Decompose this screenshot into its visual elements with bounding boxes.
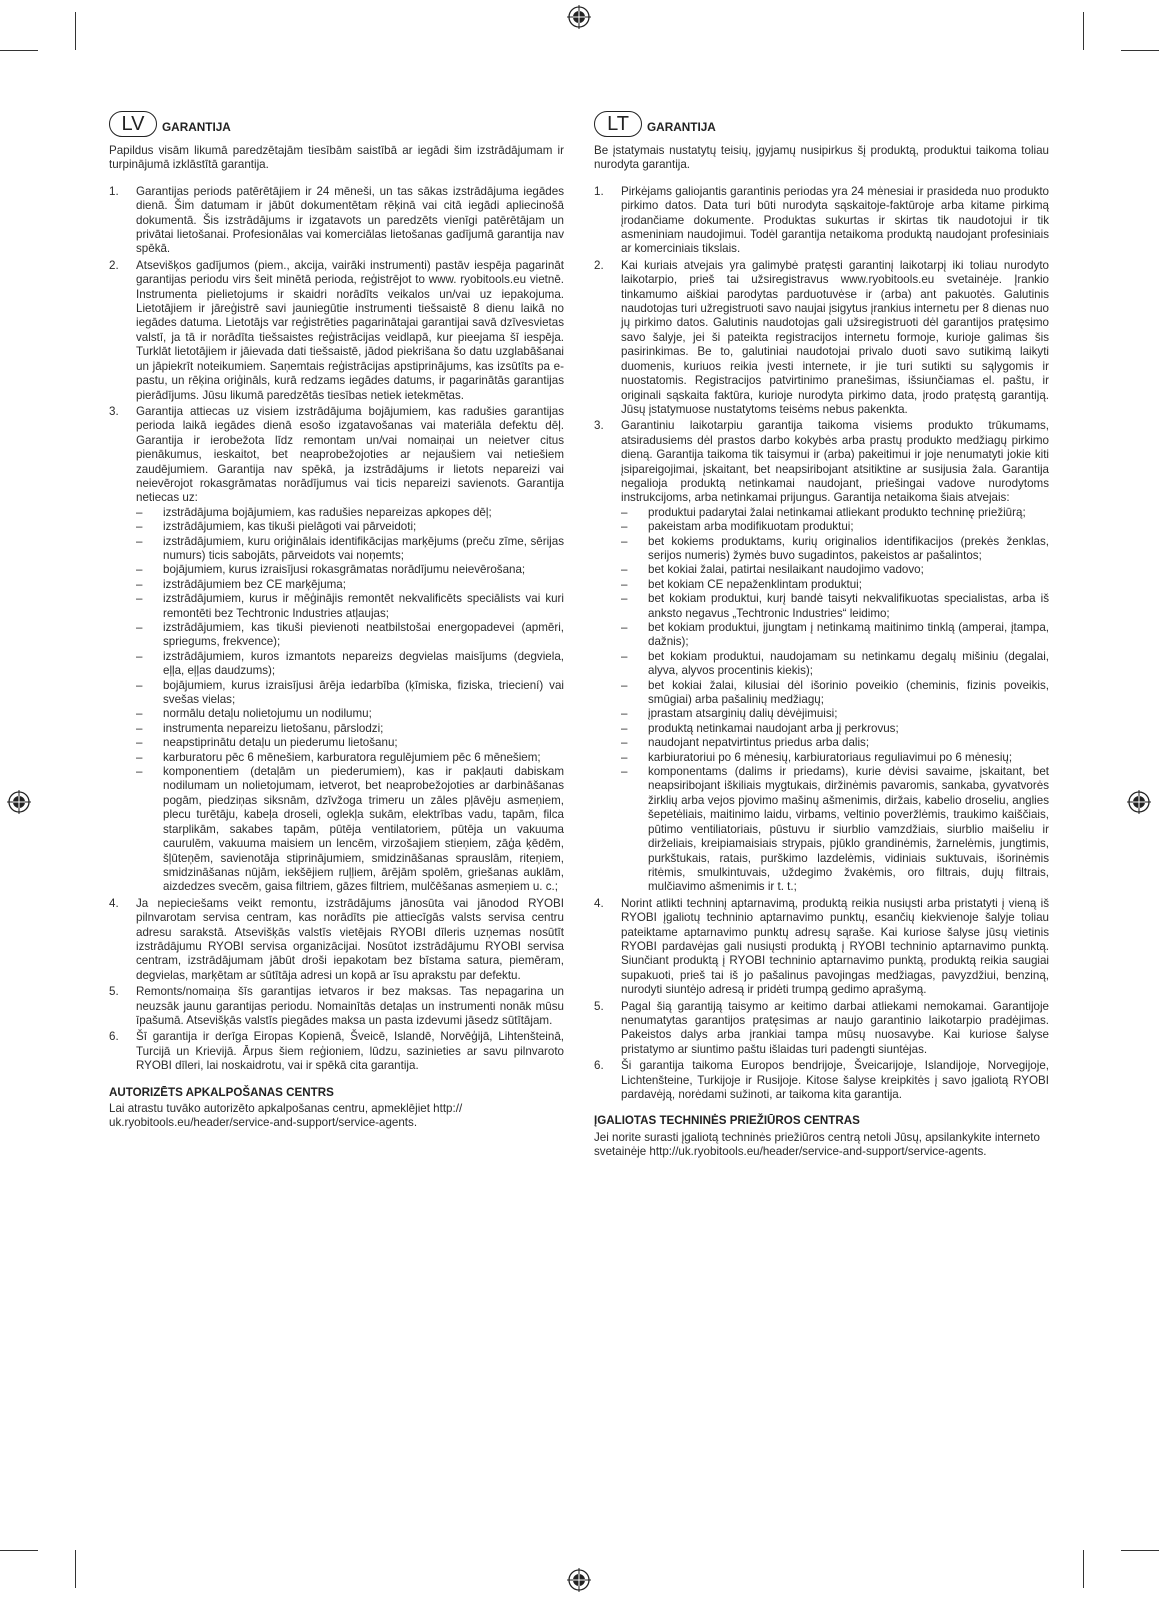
lt-item-6 — [594, 1059, 1049, 1102]
lv-column — [109, 110, 564, 1131]
exclusion-item: – produktą netinkamai naudojant arba jį perkrovus; — [621, 722, 1049, 736]
exclusion-item: – bet kokiam CE nepaženklintam produktui; — [621, 578, 1049, 592]
item-text: Kai kuriais atvejais yra galimybė pratęsti garantinį laikotarpį iki toliau nurodyto laikotarpio, prieš tai užsiregistravus www.ryobitools.eu svetainėje. Įrankio tinkamumo aiškiai parodytas parduotuvėse ir (arba) ant pakuotės. Galutinis naudotojas turi užregistruoti savo naujai įsigytus įrankius internetu per 8 dienas nuo jų pirkimo datos. Galutinis naudotojas gali užsiregistruoti dėl garantijos pratęsimo savo šalyje, jei ši pateikta registracijos internetu formoje, kurioje galimas šis pasirinkimas. Be to, galutiniai naudotojai privalo duoti savo sutikimą laikyti duomenis, kuriuos reikia įvesti internete, ir jie turi sutikti su sąlygomis ir nuostatomis. Registracijos patvirtinimo pranešimas, išsiunčiamas el. paštu, ir originali sąskaita faktūra, kurioje nurodyta pirkimo data, įrodo pratęstą garantiją. Jūsų įstatymuose nustatytoms teisėms nebus pakenkta. — [621, 258, 1049, 416]
crop-mark-icon — [1083, 1550, 1084, 1588]
lt-header — [594, 110, 1049, 138]
lv-item-6 — [109, 1030, 564, 1073]
lt-intro: Be įstatymais nustatytų teisių, įgyjamų nusipirkus šį produktą, produktui taikoma toliau nurodyta garantija. — [594, 144, 1049, 172]
crop-mark-icon — [75, 12, 76, 50]
lt-item-2 — [594, 259, 1049, 417]
exclusion-item: – normālu detaļu nolietojumu un nodilumu; — [136, 707, 564, 721]
exclusion-item: – bet kokiai žalai, patirtai nesilaikant naudojimo vadovo; — [621, 563, 1049, 577]
lv-item-2 — [109, 259, 564, 403]
exclusion-item: – izstrādājumiem bez CE marķējuma; — [136, 578, 564, 592]
lv-item-1 — [109, 185, 564, 257]
exclusion-item: – bet kokiam produktui, naudojamam su netinkamu degalų mišiniu (degalai, alyva, alyvos procentinis kiekis); — [621, 650, 1049, 679]
exclusion-item: – bojājumiem, kurus izraisījusi rokasgrāmatas norādījumu neievērošana; — [136, 563, 564, 577]
exclusion-item: – įprastam atsarginių dalių dėvėjimuisi; — [621, 707, 1049, 721]
exclusion-item: – izstrādājumiem, kas tikuši pievienoti neatbilstošai energopadevei (apmēri, spriegums, frekvence); — [136, 621, 564, 650]
exclusion-item: – bet kokiai žalai, kilusiai dėl išorinio poveikio (cheminis, fizinis poveikis, smūgiai) arba pašalinių medžiagų; — [621, 679, 1049, 708]
item-text: Šī garantija ir derīga Eiropas Kopienā, Šveicē, Islandē, Norvēģijā, Lihtenšteinā, Turcijā un Krievijā. Ārpus šiem reģioniem, lūdzu, sazinieties ar savu pilnvaroto RYOBI dīleri, lai noskaidrotu, vai ir spēkā cita garantija. — [136, 1030, 564, 1073]
exclusion-item: – bojājumiem, kurus izraisījusi ārēja iedarbība (ķīmiska, fiziska, trieciení) vai svešas vielas; — [136, 679, 564, 708]
lv-header — [109, 110, 564, 138]
registration-target-icon — [567, 1568, 591, 1592]
item-text: Pagal šią garantiją taisymo ar keitimo darbai atliekami nemokamai. Garantijoje nenumatytas garantijos pratęsimas ar naujo garantinio laikotarpio pradėjimas. Pakeistos dalys arba įrankiai tampa mūsų nuosavybe. Kai kuriose šalyse pristatymo ar siuntimo paštu išlaidas turi padengti siuntėjas. — [621, 999, 1049, 1056]
item-text: Remonts/nomaiņa šīs garantijas ietvaros ir bez maksas. Tas nepagarina un neuzsāk jaunu garantijas periodu. Nomainītās detaļas un instrumenti nonāk mūsu īpašumā. Atsevišķās valstīs piegādes maksa un pasta izdevumi jāsedz sūtītājam. — [136, 985, 564, 1027]
exclusion-item: – instrumenta nepareizu lietošanu, pārslodzi; — [136, 722, 564, 736]
crop-mark-icon — [1121, 50, 1159, 51]
lv-item-5 — [109, 985, 564, 1028]
exclusion-item: – karbiuratoriui po 6 mėnesių, karbiuratoriaus reguliavimui po 6 mėnesių; — [621, 751, 1049, 765]
lv-service-text: Lai atrastu tuvāko autorizēto apkalpošanas centru, apmeklējiet http:// uk.ryobitools.eu/header/service-and-support/service-agents. — [109, 1102, 463, 1130]
lv-title: GARANTIJA — [162, 119, 231, 134]
item-number: 2. — [109, 258, 119, 272]
lt-language-badge: LT — [594, 111, 642, 137]
item-number: 3. — [594, 419, 604, 433]
lv-exclusion-list — [136, 506, 564, 895]
exclusion-item: – bet kokiems produktams, kurių originalios identifikacijos (prekės ženklas, serijos numeris) žymės buvo sugadintos, pakeistos ar pašalintos; — [621, 535, 1049, 564]
lt-exclusion-list — [621, 506, 1049, 895]
exclusion-item: – izstrādājumiem, kurus ir mēģinājis remontēt nekvalificēts speciālists vai kuri remontēti bez Techtronic Industries atļaujas; — [136, 592, 564, 621]
crop-mark-icon — [1121, 1550, 1159, 1551]
exclusion-item: – bet kokiam produktui, įjungtam į netinkamą maitinimo tinklą (amperai, įtampa, dažnis); — [621, 621, 1049, 650]
lt-item-5 — [594, 1000, 1049, 1058]
exclusion-item: – produktui padarytai žalai netinkamai atliekant produkto techninę priežiūrą; — [621, 506, 1049, 520]
crop-mark-icon — [1083, 12, 1084, 50]
exclusion-item: – izstrādājumiem, kuros izmantots nepareizs degvielas maisījums (degviela, eļļa, eļļas daudzums); — [136, 650, 564, 679]
lv-item-3 — [109, 405, 564, 895]
registration-target-icon — [567, 5, 591, 29]
item-text: Pirkėjams galiojantis garantinis periodas yra 24 mėnesiai ir prasideda nuo produkto pirkimo datos. Data turi būti nurodyta sąskaitoje-faktūroje arba kitame pirkimą įrodančiame dokumente. Produktas sukurtas ir skirtas tik naudotojui ir tik asmeniniam naudojimui. Todėl garantija netaikoma produktą naudojant profesiniais ar komerciniais tikslais. — [621, 184, 1049, 256]
item-text: Garantijas periods patērētājiem ir 24 mēneši, un tas sākas izstrādājuma iegādes dienā. Šim datumam ir jābūt dokumentētam rēķinā vai citā iegādi apliecinošā dokumentā. Šis izstrādājums ir izgatavots un paredzēts vienīgi patērētājam un privātai lietošanai. Profesionālas vai komerciālas lietošanas gadījumā garantija nav spēkā. — [136, 184, 564, 256]
exclusion-item: – komponentams (dalims ir priedams), kurie dėvisi savaime, įskaitant, bet neapsiribojant iškiliais mygtukais, diržinėmis pavaromis, sankaba, gyvatvorės žirklių arba vejos pjovimo mašinų ašmenimis, diržais, kabelio droseliu, anglies šepetėliais, maitinimo laidu, virbams, veltinio poveržlėmis, traukimo kaiščiais, pūtimo ventiliatoriais, pūstuvu ir siurblio vamzdžiais, siurblio maišeliu ir dirželiais, kreipiamaisiais strypais, pjūklo grandinėmis, žarnelėmis, jungtimis, purkštukais, ratais, purškimo lazdelėmis, vidiniais suktuvais, išorinėmis ritėmis, smulkintuvais, uždegimo žvakėmis, oro filtrais, dujų filtrais, mulčiavimo ašmenimis ir t. t.; — [621, 765, 1049, 895]
item-text: Garantija attiecas uz visiem izstrādājuma bojājumiem, kas radušies garantijas perioda laikā iegādes dienā esošo izgatavošanas vai materiāla defektu dēļ. Garantija ir ierobežota līdz remontam un/vai nomaiņai un neietver citus pienākumus, ieskaitot, bet neaprobežojoties ar nejaušiem vai netiešiem zaudējumiem. Garantija nav spēkā, ja izstrādājums ir lietots nepareizi vai neievērojot rokasgrāmatas norādījumus vai ticis nepareizi savienots. Garantija netiecas uz: — [136, 404, 564, 505]
item-number: 5. — [594, 999, 604, 1013]
exclusion-item: – karburatoru pēc 6 mēnešiem, karburatora regulējumiem pēc 6 mēnešiem; — [136, 751, 564, 765]
crop-mark-icon — [0, 1550, 38, 1551]
item-text: Ši garantija taikoma Europos bendrijoje, Šveicarijoje, Islandijoje, Norvegijoje, Lichtenšteine, Turkijoje ir Rusijoje. Kitose šalyse kreipkitės į savo įgaliotą RYOBI pardavėją, norėdami sužinoti, ar taikoma kita garantija. — [621, 1059, 1049, 1101]
item-number: 4. — [109, 896, 119, 910]
item-text: Garantiniu laikotarpiu garantija taikoma visiems produkto trūkumams, atsiradusiems dėl prastos darbo kokybės arba prastų produkto medžiagų pirkimo dieną. Garantija taikoma tik taisymui ir (arba) pakeitimui ir joje nenumatyti jokie kiti įsipareigojimai, įskaitant, bet neapsiribojant atsitiktine ar susijusia žala. Garantija negalioja produktą netinkamai naudojant, priešingai vadove nurodytoms instrukcijoms, arba netinkamai prijungus. Garantija netaikoma šiais atvejais: — [621, 419, 1049, 505]
lt-item-3 — [594, 419, 1049, 894]
lv-intro: Papildus visām likumā paredzētajām tiesībām saistībā ar iegādi šim izstrādājumam ir turpinājumā izklāstītā garantija. — [109, 144, 564, 172]
item-text: Norint atlikti techninį aptarnavimą, produktą reikia nusiųsti arba pristatyti į vieną iš RYOBI įgaliotų techninio aptarnavimo punktų, esančių kiekvienoje šalyje toliau pateiktame aptarnavimo punktų adresų sąraše. Kai kuriose šalyse jūsų vietinis RYOBI pardavėjas gali nusiųsti produktą į RYOBI techninio aptarnavimo punktą. Siunčiant produktą į RYOBI techninio aptarnavimo punktą, produktą reikia saugiai supakuoti, prieš tai iš jo pašalinus pavojingas medžiagas, pavyzdžiui, benziną, nurodyti siuntėjo adresą ir pridėti trumpą gedimo aprašymą. — [621, 896, 1049, 997]
item-text: Ja nepieciešams veikt remontu, izstrādājums jānosūta vai jānodod RYOBI pilnvarotam servisa centram, kas norādīts pie attiecīgās valsts servisa centru adresu sarakstā. Atsevišķās valstīs vietējais RYOBI dīleris uzņemas nosūtīt izstrādājumu RYOBI servisa organizācijai. Nosūtot izstrādājumu RYOBI servisa centram, izstrādājumam jābūt droši iepakotam bez bīstama satura, piemēram, degvielas, marķētam ar sūtītāja adresi un kopā ar īsu aprakstu par defektu. — [136, 896, 564, 982]
registration-target-icon — [1127, 790, 1151, 814]
exclusion-item: – neapstiprinātu detaļu un piederumu lietošanu; — [136, 736, 564, 750]
item-number: 4. — [594, 896, 604, 910]
lt-list — [594, 185, 1049, 1103]
lt-item-1 — [594, 185, 1049, 257]
lv-service-title: AUTORIZĒTS APKALPOŠANAS CENTRS — [109, 1085, 334, 1099]
registration-target-icon — [7, 790, 31, 814]
item-number: 2. — [594, 258, 604, 272]
lt-column — [594, 110, 1049, 1160]
lv-language-badge: LV — [109, 111, 157, 137]
exclusion-item: – izstrādājumiem, kuru oriģinālais identifikācijas marķējums (preču zīme, sērijas numurs) ticis sabojāts, pārveidots vai noņemts; — [136, 535, 564, 564]
item-number: 3. — [109, 404, 119, 418]
item-number: 6. — [109, 1030, 119, 1044]
exclusion-item: – komponentiem (detaļām un piederumiem), kas ir pakļauti dabiskam nodilumam un nolietojumam, ietverot, bet neaprobežojoties ar darbināšanas pogām, piedziņas siksnām, dzīvžoga trimeru un zāles pļāvēju asmeņiem, plecu turētāju, kabeļa droseli, oglekļa sukām, elektrības vadu, tapām, filca starplikām, sakabes tapām, pūtēja ventilatoriem, pūtēja un vakuuma caurulēm, vakuuma maisiem un lencēm, virzošajiem stieņiem, zāģa ķēdēm, šļūteņēm, savienotāja stiprinājumiem, smidzināšanas sprauslām, riteņiem, smidzināšanas nūjām, iekšējiem ruļļiem, ārējām spolēm, griešanas auklām, aizdedzes svecēm, gaisa filtriem, gāzes filtriem, mulčēšanas asmeņiem u. c.; — [136, 765, 564, 895]
lt-service-text: Jei norite surasti įgaliotą techninės priežiūros centrą netoli Jūsų, apsilankykite interneto svetainėje http://uk.ryobitools.eu/header/service-and-support/service-agents. — [594, 1130, 1040, 1159]
lv-item-4 — [109, 897, 564, 983]
item-text: Atsevišķos gadījumos (piem., akcija, vairāki instrumenti) pastāv iespēja pagarināt garantijas periodu virs šeit minētā perioda, reģistrējot to www. ryobitools.eu vietnē. Instrumenta pielietojums ir skaidri norādīts veikalos un/vai uz iepakojuma. Lietotājiem ir jāreģistrē savi jauniegūtie instrumenti tiešsaistē 8 dienu laikā no iegādes datuma. Lietotājs var reģistrēties pagarinātajai garantijai savā dzīvesvietas valstī, ja tā ir norādīta tiešsaistes reģistrācijas veidlapā, kur pieejama šī iespēja. Turklāt lietotājiem ir jāievada dati tiešsaistē, jādod piekrišana šo datu uzglabāšanai un jāpiekrīt noteikumiem. Saņemtais reģistrācijas apstiprinājums, kas izsūtīts pa e-pastu, un rēķina oriģināls, kurā redzams iegādes datums, ir pagarinātās garantijas pierādījums. Jūsu likumā paredzētās tiesības netiek ietekmētas. — [136, 258, 564, 402]
lt-item-4 — [594, 897, 1049, 998]
item-number: 6. — [594, 1059, 604, 1073]
item-number: 1. — [594, 184, 604, 198]
item-number: 1. — [109, 184, 119, 198]
crop-mark-icon — [75, 1550, 76, 1588]
crop-mark-icon — [0, 50, 38, 51]
exclusion-item: – izstrādājuma bojājumiem, kas radušies nepareizas apkopes dēļ; — [136, 506, 564, 520]
lt-service-title: ĮGALIOTAS TECHNINĖS PRIEŽIŪROS CENTRAS — [594, 1114, 860, 1128]
exclusion-item: – pakeistam arba modifikuotam produktui; — [621, 520, 1049, 534]
exclusion-item: – bet kokiam produktui, kurį bandė taisyti nekvalifikuotas specialistas, arba iš anksto negavus „Techtronic Industries“ leidimo; — [621, 592, 1049, 621]
item-number: 5. — [109, 985, 119, 999]
exclusion-item: – izstrādājumiem, kas tikuši pielāgoti vai pārveidoti; — [136, 520, 564, 534]
lt-title: GARANTIJA — [647, 119, 716, 134]
exclusion-item: – naudojant nepatvirtintus priedus arba dalis; — [621, 736, 1049, 750]
lv-list — [109, 185, 564, 1074]
